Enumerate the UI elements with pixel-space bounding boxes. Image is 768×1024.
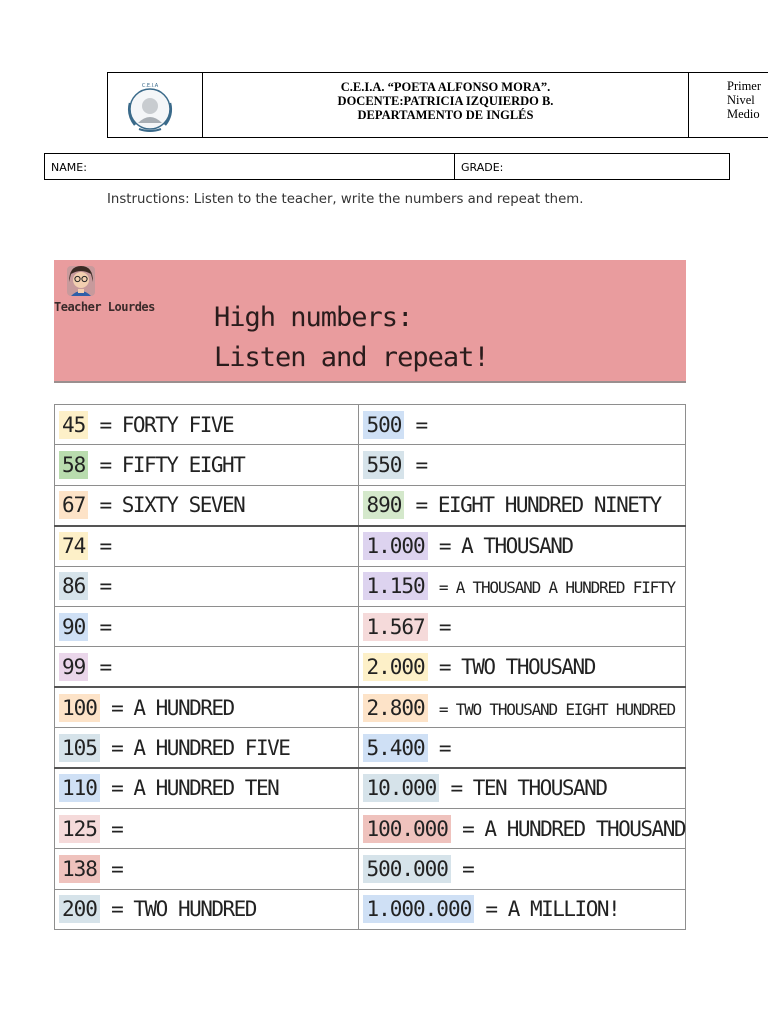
number-words: = xyxy=(111,816,123,841)
number-words: = xyxy=(462,856,474,881)
number-highlight: 90 xyxy=(59,613,88,641)
number-words: = FORTY FIVE xyxy=(99,412,234,437)
table-row xyxy=(55,606,686,646)
table-cell-right xyxy=(359,728,686,768)
table-cell-right xyxy=(359,606,686,646)
table-cell-right xyxy=(359,808,686,848)
level-line-3: Medio xyxy=(727,107,760,121)
level-info xyxy=(689,73,768,137)
table-cell-right xyxy=(359,889,686,929)
table-row xyxy=(55,768,686,808)
number-words: = xyxy=(415,453,427,478)
name-field[interactable] xyxy=(45,154,455,179)
table-cell-left xyxy=(55,405,359,445)
number-words: = TWO HUNDRED xyxy=(111,897,256,922)
table-row xyxy=(55,889,686,929)
table-cell-left xyxy=(55,849,359,889)
teacher-label: Teacher Lourdes xyxy=(54,300,155,314)
number-highlight: 10.000 xyxy=(363,774,439,802)
number-words: = TEN THOUSAND xyxy=(450,776,607,801)
number-highlight: 2.000 xyxy=(363,653,427,681)
table-row xyxy=(55,849,686,889)
number-words: = xyxy=(438,735,450,760)
worksheet-banner xyxy=(54,260,686,383)
table-row xyxy=(55,526,686,566)
number-words: = TWO THOUSAND EIGHT HUNDRED xyxy=(438,699,675,719)
number-highlight: 1.567 xyxy=(363,613,427,641)
number-highlight: 110 xyxy=(59,774,100,802)
number-words: = xyxy=(415,412,427,437)
number-words: = EIGHT HUNDRED NINETY xyxy=(415,493,661,518)
number-highlight: 1.150 xyxy=(363,572,427,600)
table-cell-left xyxy=(55,485,359,525)
number-words: = SIXTY SEVEN xyxy=(99,493,245,518)
number-highlight: 125 xyxy=(59,815,100,843)
table-row xyxy=(55,647,686,687)
number-words: = A MILLION! xyxy=(485,897,620,922)
number-highlight: 74 xyxy=(59,532,88,560)
school-name: C.E.I.A. “POETA ALFONSO MORA”. xyxy=(340,80,551,94)
table-cell-left xyxy=(55,768,359,808)
number-words: = A HUNDRED TEN xyxy=(111,776,279,801)
school-info xyxy=(203,73,689,137)
number-highlight: 45 xyxy=(59,411,88,439)
table-row xyxy=(55,566,686,606)
table-cell-left xyxy=(55,728,359,768)
number-highlight: 105 xyxy=(59,734,100,762)
number-words: = xyxy=(99,654,111,679)
number-words: = A HUNDRED THOUSAND xyxy=(462,816,685,841)
number-words: = A THOUSAND xyxy=(438,534,573,559)
table-cell-right xyxy=(359,768,686,808)
number-highlight: 100 xyxy=(59,694,100,722)
table-cell-right xyxy=(359,445,686,485)
svg-text:C.E.I.A: C.E.I.A xyxy=(141,83,159,89)
banner-title-line-2: Listen and repeat! xyxy=(214,342,489,373)
table-cell-right xyxy=(359,647,686,687)
logo-cell xyxy=(108,73,203,137)
number-words: = A HUNDRED FIVE xyxy=(111,735,290,760)
number-highlight: 200 xyxy=(59,895,100,923)
number-highlight: 5.400 xyxy=(363,734,427,762)
number-highlight: 500 xyxy=(363,411,404,439)
number-highlight: 1.000 xyxy=(363,532,427,560)
number-words: = xyxy=(99,574,111,599)
table-row xyxy=(55,445,686,485)
table-cell-right xyxy=(359,526,686,566)
table-cell-left xyxy=(55,889,359,929)
level-line-2: Nivel xyxy=(727,93,755,107)
number-words: = TWO THOUSAND xyxy=(438,654,595,679)
banner-title-line-1: High numbers: xyxy=(214,302,413,333)
number-highlight: 500.000 xyxy=(363,855,451,883)
number-words: = xyxy=(99,614,111,639)
school-logo xyxy=(121,79,179,133)
number-highlight: 58 xyxy=(59,451,88,479)
number-highlight: 890 xyxy=(363,491,404,519)
table-cell-left xyxy=(55,566,359,606)
name-label: NAME: xyxy=(51,161,87,174)
number-words: = xyxy=(111,856,123,881)
table-row xyxy=(55,405,686,445)
number-words: = xyxy=(438,614,450,639)
table-cell-right xyxy=(359,687,686,727)
department-name: DEPARTAMENTO DE INGLÉS xyxy=(357,108,534,122)
grade-field[interactable] xyxy=(455,154,729,186)
student-form xyxy=(44,153,730,180)
number-highlight: 67 xyxy=(59,491,88,519)
table-row xyxy=(55,808,686,848)
level-line-1: Primer xyxy=(727,79,762,93)
instructions: Instructions: Listen to the teacher, write the numbers and repeat them. xyxy=(107,192,584,207)
number-highlight: 86 xyxy=(59,572,88,600)
table-row xyxy=(55,485,686,525)
grade-label: GRADE: xyxy=(461,161,504,174)
teacher-avatar-icon xyxy=(61,262,101,300)
table-cell-left xyxy=(55,445,359,485)
number-words: = A THOUSAND A HUNDRED FIFTY xyxy=(438,578,675,598)
number-highlight: 100.000 xyxy=(363,815,451,843)
table-cell-right xyxy=(359,485,686,525)
number-highlight: 2.800 xyxy=(363,694,427,722)
table-cell-right xyxy=(359,566,686,606)
numbers-table xyxy=(54,404,686,930)
table-row xyxy=(55,687,686,727)
table-cell-left xyxy=(55,808,359,848)
table-cell-right xyxy=(359,849,686,889)
table-row xyxy=(55,728,686,768)
number-highlight: 99 xyxy=(59,653,88,681)
table-cell-left xyxy=(55,526,359,566)
table-cell-left xyxy=(55,647,359,687)
table-cell-right xyxy=(359,405,686,445)
number-highlight: 138 xyxy=(59,855,100,883)
number-highlight: 1.000.000 xyxy=(363,895,474,923)
number-words: = xyxy=(99,534,111,559)
table-cell-left xyxy=(55,606,359,646)
number-highlight: 550 xyxy=(363,451,404,479)
table-cell-left xyxy=(55,687,359,727)
teacher-name: DOCENTE:PATRICIA IZQUIERDO B. xyxy=(337,94,554,108)
number-words: = A HUNDRED xyxy=(111,695,234,720)
number-words: = FIFTY EIGHT xyxy=(99,453,245,478)
school-header xyxy=(107,72,768,138)
